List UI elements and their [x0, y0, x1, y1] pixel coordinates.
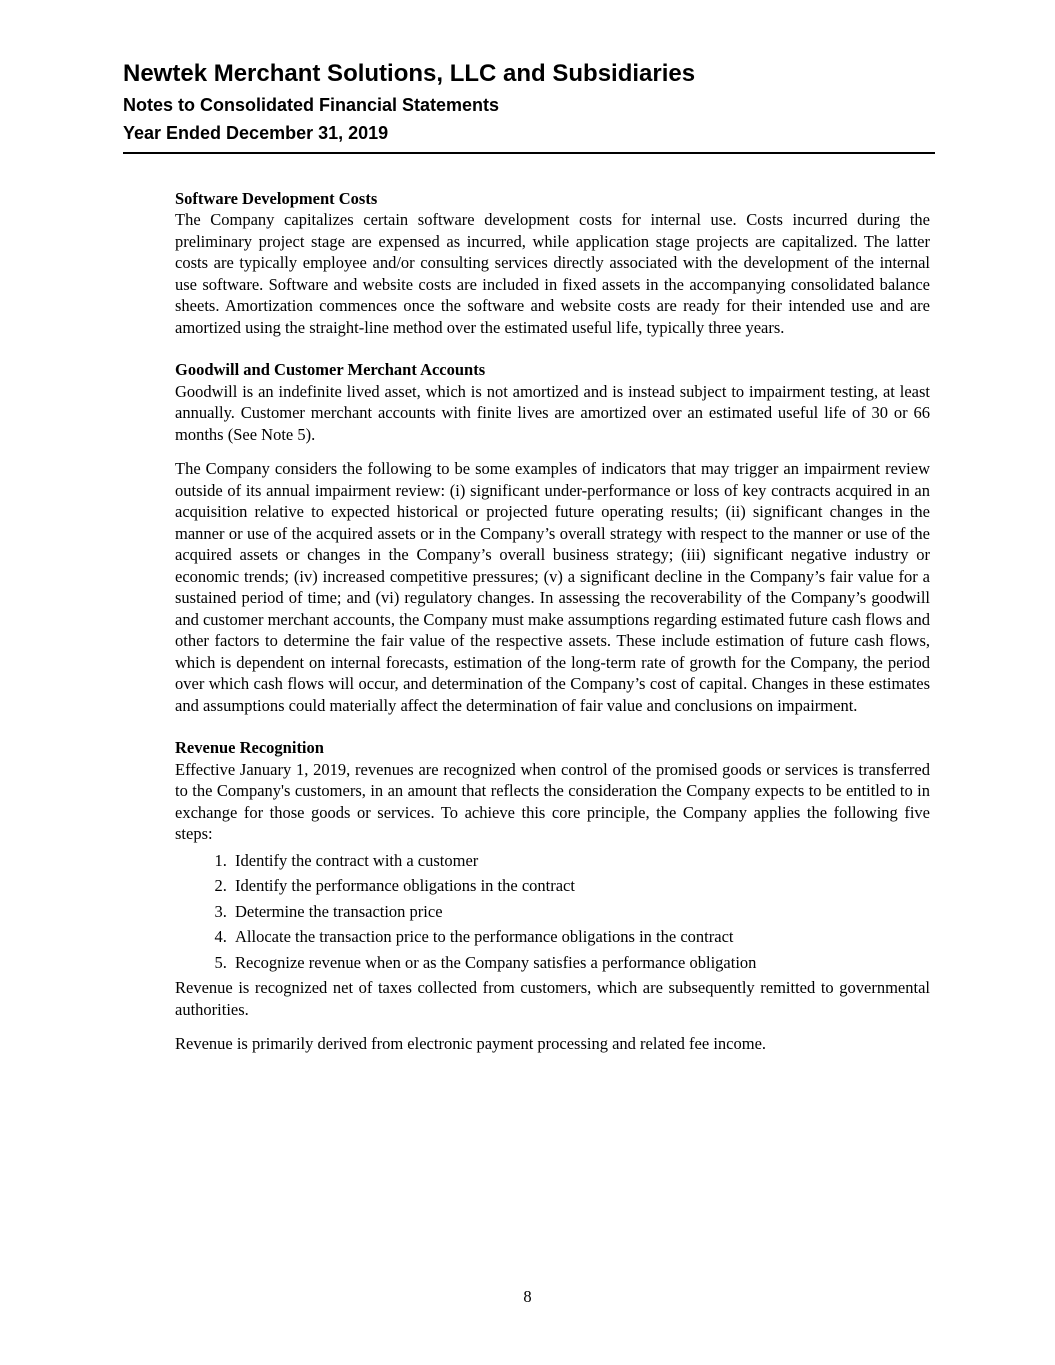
section-goodwill-and-customer-merchant-accounts	[175, 359, 930, 716]
header-rule	[123, 152, 935, 154]
paragraph-revenue-taxes: Revenue is recognized net of taxes collected from customers, which are subsequently remitted to governmental authorities.	[175, 978, 930, 1019]
section-software-development-costs	[175, 188, 930, 339]
list-item-step-5: 5. Recognize revenue when or as the Company satisfies a performance obligation	[231, 952, 930, 974]
list-item-step-2: 2. Identify the performance obligations in the contract	[231, 875, 930, 897]
paragraph-goodwill-2: The Company considers the following to be some examples of indicators that may trigger an impairment review outside of its annual impairment review: (i) significant under-performance or loss of key contracts acquired in an acquisition relative to expected historical or projected future operating results; (ii) significant changes in the manner or use of the acquired assets or in the Company’s overall strategy with respect to the manner or use of the acquired assets or changes in the Company’s overall business strategy; (iii) significant negative industry or economic trends; (iv) increased competitive pressures; (v) a significant decline in the Company’s fair value for a sustained period of time; and (vi) regulatory changes. In assessing the recoverability of the Company’s goodwill and customer merchant accounts, the Company must make assumptions regarding estimated future cash flows and other factors to determine the fair value of the respective assets. These include estimation of future cash flows, which is dependent on internal forecasts, estimation of the long-term rate of growth for the Company, the period over which cash flows will occur, and determination of the Company’s cost of capital. Changes in these estimates and assumptions could materially affect the determination of fair value and conclusions on impairment.	[175, 459, 930, 715]
page-footer	[0, 1287, 1055, 1307]
paragraph-software-development-costs: The Company capitalizes certain software development costs for internal use. Costs incurred during the preliminary project stage are expensed as incurred, while application stage projects are capitalized. The latter costs are typically employee and/or consulting services directly associated with the development of the internal use software. Software and website costs are included in fixed assets in the accompanying consolidated balance sheets. Amortization commences once the software and website costs are ready for their intended use and are amortized using the straight-line method over the estimated useful life, typically three years.	[175, 210, 930, 337]
section-heading-revenue-recognition: Revenue Recognition	[175, 738, 324, 758]
section-revenue-recognition	[175, 737, 930, 1055]
paragraph-revenue-source: Revenue is primarily derived from electronic payment processing and related fee income.	[175, 1034, 767, 1054]
paragraph-revenue-recognition-intro: Effective January 1, 2019, revenues are recognized when control of the promised goods or services is transferred to the Company's customers, in an amount that reflects the consideration the Company expects to be entitled to in exchange for those goods or services. To achieve this core principle, the Company applies the following five steps:	[175, 759, 930, 844]
list-item-step-1: 1. Identify the contract with a customer	[231, 850, 930, 872]
section-heading-software-development-costs: Software Development Costs	[175, 188, 378, 208]
section-heading-goodwill: Goodwill and Customer Merchant Accounts	[175, 360, 486, 380]
document-subtitle: Notes to Consolidated Financial Statements	[123, 94, 500, 115]
document-title: Newtek Merchant Solutions, LLC and Subsidiaries	[123, 60, 696, 87]
document-header	[0, 0, 1055, 154]
document-body	[175, 188, 930, 1055]
revenue-steps-list	[175, 850, 930, 974]
document-date-line: Year Ended December 31, 2019	[123, 123, 389, 144]
paragraph-goodwill-1: Goodwill is an indefinite lived asset, which is not amortized and is instead subject to impairment testing, at least annually. Customer merchant accounts with finite lives are amortized over an estimated useful life of 30 or 66 months (See Note 5).	[175, 381, 930, 444]
list-item-step-4: 4. Allocate the transaction price to the performance obligations in the contract	[231, 926, 930, 948]
page-number: 8	[523, 1287, 532, 1306]
list-item-step-3: 3. Determine the transaction price	[231, 901, 930, 923]
